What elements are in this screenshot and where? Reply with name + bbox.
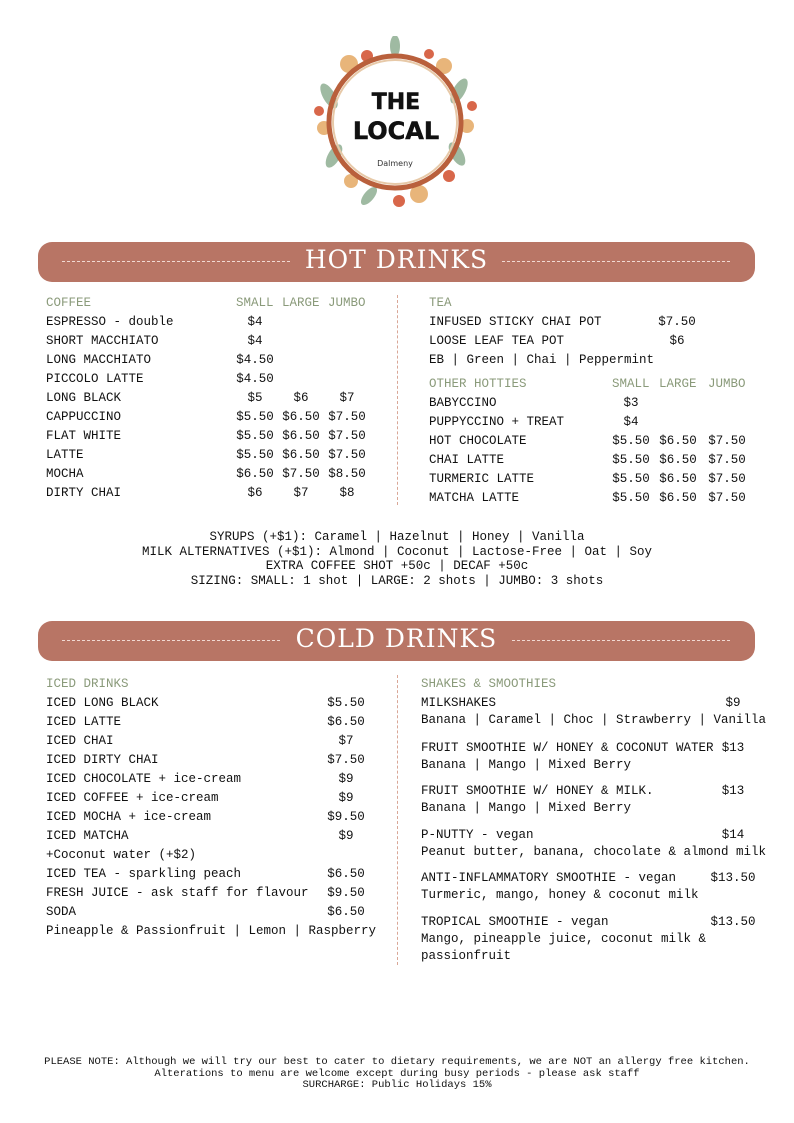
menu-item-price: $7.50 — [327, 753, 365, 767]
menu-item-price: $5 — [247, 391, 263, 405]
menu-item-price: $8 — [339, 486, 355, 500]
menu-item-price: $9 — [725, 696, 741, 710]
menu-item-name: FRUIT SMOOTHIE W/ HONEY & COCONUT WATER — [421, 741, 714, 755]
menu-item-name: ICED TEA - sparkling peach — [46, 867, 242, 881]
menu-item-name: ANTI-INFLAMMATORY SMOOTHIE - vegan — [421, 871, 677, 885]
cold-drinks-banner — [38, 621, 755, 661]
menu-item-price: $7.50 — [328, 410, 366, 424]
menu-item-name: CHAI LATTE — [429, 453, 505, 467]
menu-item-name: FRESH JUICE - ask staff for flavour — [46, 886, 309, 900]
menu-item-name: HOT CHOCOLATE — [429, 434, 527, 448]
menu-item-price: $7.50 — [328, 448, 366, 462]
size-header: SMALL — [612, 377, 650, 391]
size-header: JUMBO — [328, 296, 366, 310]
menu-item-name: LOOSE LEAF TEA POT — [429, 334, 565, 348]
menu-item-name: +Coconut water (+$2) — [46, 848, 197, 862]
menu-item-price: $13 — [721, 784, 745, 798]
menu-item-name: TROPICAL SMOOTHIE - vegan — [421, 915, 609, 929]
extra-shot-line: EXTRA COFFEE SHOT +50c | DECAF +50c — [265, 559, 529, 573]
menu-item-price: $4.50 — [236, 372, 274, 386]
menu-item-price: $4.50 — [236, 353, 274, 367]
menu-item-price: $6.50 — [236, 467, 274, 481]
menu-item-name: FLAT WHITE — [46, 429, 122, 443]
menu-item-description: Banana | Mango | Mixed Berry — [421, 801, 632, 815]
menu-item-price: $7.50 — [282, 467, 320, 481]
size-header: SMALL — [236, 296, 274, 310]
menu-item-description: Banana | Mango | Mixed Berry — [421, 758, 632, 772]
menu-item-name: MOCHA — [46, 467, 84, 481]
menu-item-name: CAPPUCCINO — [46, 410, 122, 424]
menu-item-price: $6.50 — [327, 905, 365, 919]
menu-item-price: $6.50 — [659, 472, 697, 486]
menu-item-name: ICED LONG BLACK — [46, 696, 159, 710]
menu-item-price: $7.50 — [658, 315, 696, 329]
menu-item-price: $7 — [293, 486, 309, 500]
menu-item-price: $7.50 — [708, 453, 746, 467]
size-header: LARGE — [282, 296, 320, 310]
menu-item-price: $5.50 — [612, 472, 650, 486]
allergy-note: PLEASE NOTE: Although we will try our best to cater to dietary requirements, we are NOT an allergy free kitchen. — [44, 1056, 750, 1068]
menu-item-name: SODA — [46, 905, 77, 919]
menu-item-name: ICED DIRTY CHAI — [46, 753, 159, 767]
menu-item-price: $6.50 — [282, 448, 320, 462]
section-header: SHAKES & SMOOTHIES — [421, 677, 557, 691]
menu-item-price: $13.50 — [710, 871, 756, 885]
menu-item-price: $6.50 — [659, 491, 697, 505]
menu-item-description: passionfruit — [421, 949, 512, 963]
logo-line-2: LOCAL — [352, 117, 440, 145]
menu-item-name: SHORT MACCHIATO — [46, 334, 159, 348]
menu-item-price: $9.50 — [327, 886, 365, 900]
milk-alternatives-line: MILK ALTERNATIVES (+$1): Almond | Coconut | Lactose-Free | Oat | Soy — [141, 544, 653, 559]
menu-item-name: P-NUTTY - vegan — [421, 828, 534, 842]
syrups-line: SYRUPS (+$1): Caramel | Hazelnut | Honey | Vanilla — [209, 530, 585, 544]
menu-item-price: $7 — [338, 734, 354, 748]
extras-block — [0, 530, 794, 588]
menu-item-name: ICED COFFEE + ice-cream — [46, 791, 219, 805]
menu-item-price: $7.50 — [708, 491, 746, 505]
menu-item-name: LONG MACCHIATO — [46, 353, 152, 367]
menu-item-price: $7.50 — [708, 434, 746, 448]
menu-item-price: $14 — [721, 828, 745, 842]
menu-item-name: PICCOLO LATTE — [46, 372, 144, 386]
menu-item-name: ICED CHOCOLATE + ice-cream — [46, 772, 242, 786]
menu-item-description: Banana | Caramel | Choc | Strawberry | Vanilla — [421, 713, 767, 727]
footer-notes — [0, 1057, 794, 1092]
logo-line-1: THE — [371, 90, 421, 115]
menu-item-price: $9 — [338, 772, 354, 786]
size-header: JUMBO — [708, 377, 746, 391]
menu-item-name: PUPPYCCINO + TREAT — [429, 415, 565, 429]
logo — [309, 36, 481, 208]
menu-item-price: $6.50 — [659, 453, 697, 467]
menu-item-price: $6 — [669, 334, 685, 348]
menu-item-name: ICED MATCHA — [46, 829, 129, 843]
section-header: ICED DRINKS — [46, 677, 129, 691]
menu-item-price: $13.50 — [710, 915, 756, 929]
hot-drinks-banner — [38, 242, 755, 282]
menu-item-price: $4 — [247, 334, 263, 348]
menu-item-price: $5.50 — [327, 696, 365, 710]
menu-item-description: Mango, pineapple juice, coconut milk & — [421, 932, 707, 946]
menu-item-name: LATTE — [46, 448, 84, 462]
menu-item-price: $9 — [338, 829, 354, 843]
menu-item-price: $5.50 — [612, 491, 650, 505]
menu-item-price: $6.50 — [282, 429, 320, 443]
logo-location: Dalmeny — [377, 159, 413, 168]
section-header: TEA — [429, 296, 452, 310]
menu-item-name: INFUSED STICKY CHAI POT — [429, 315, 602, 329]
menu-item-price: $5.50 — [236, 429, 274, 443]
menu-item-name: ESPRESSO - double — [46, 315, 174, 329]
menu-item-price: $7.50 — [328, 429, 366, 443]
menu-item-name: MATCHA LATTE — [429, 491, 520, 505]
size-header: LARGE — [659, 377, 697, 391]
cold-divider — [397, 675, 398, 965]
menu-item-price: $4 — [623, 415, 639, 429]
menu-item-price: $4 — [247, 315, 263, 329]
menu-item-price: $6.50 — [659, 434, 697, 448]
hot-divider — [397, 295, 398, 505]
menu-item-price: $9.50 — [327, 810, 365, 824]
menu-item-name: DIRTY CHAI — [46, 486, 122, 500]
menu-item-price: $7 — [339, 391, 355, 405]
section-header: COFFEE — [46, 296, 92, 310]
menu-item-name: ICED CHAI — [46, 734, 114, 748]
wreath-logo-icon — [309, 36, 481, 208]
sizing-line: SIZING: SMALL: 1 shot | LARGE: 2 shots | JUMBO: 3 shots — [190, 573, 604, 588]
menu-item-name: BABYCCINO — [429, 396, 497, 410]
menu-item-price: $6.50 — [327, 715, 365, 729]
menu-item-name: MILKSHAKES — [421, 696, 497, 710]
section-header: OTHER HOTTIES — [429, 377, 527, 391]
menu-item-price: $8.50 — [328, 467, 366, 481]
hot-drinks-title: HOT DRINKS — [291, 245, 502, 274]
alterations-note: Alterations to menu are welcome except during busy periods - please ask staff — [154, 1067, 640, 1080]
menu-item-price: $6 — [293, 391, 309, 405]
menu-item-price: $5.50 — [612, 453, 650, 467]
menu-item-name: ICED LATTE — [46, 715, 122, 729]
menu-item-price: $5.50 — [236, 448, 274, 462]
menu-item-price: $5.50 — [236, 410, 274, 424]
menu-item-price: $6.50 — [327, 867, 365, 881]
menu-item-name: LONG BLACK — [46, 391, 122, 405]
tea-options: EB | Green | Chai | Peppermint — [429, 353, 655, 367]
surcharge-note: SURCHARGE: Public Holidays 15% — [302, 1079, 492, 1091]
menu-item-price: $7.50 — [708, 472, 746, 486]
menu-item-price: $3 — [623, 396, 639, 410]
menu-item-price: $6 — [247, 486, 263, 500]
menu-item-name: ICED MOCHA + ice-cream — [46, 810, 212, 824]
menu-item-price: $6.50 — [282, 410, 320, 424]
cold-drinks-title: COLD DRINKS — [282, 624, 512, 653]
menu-item-price: $13 — [721, 741, 745, 755]
menu-item-price: $9 — [338, 791, 354, 805]
soda-options: Pineapple & Passionfruit | Lemon | Raspberry — [46, 924, 377, 938]
menu-item-description: Peanut butter, banana, chocolate & almond milk — [421, 845, 767, 859]
menu-item-name: FRUIT SMOOTHIE W/ HONEY & MILK. — [421, 784, 654, 798]
menu-item-description: Turmeric, mango, honey & coconut milk — [421, 888, 699, 902]
menu-item-price: $5.50 — [612, 434, 650, 448]
menu-item-name: TURMERIC LATTE — [429, 472, 535, 486]
